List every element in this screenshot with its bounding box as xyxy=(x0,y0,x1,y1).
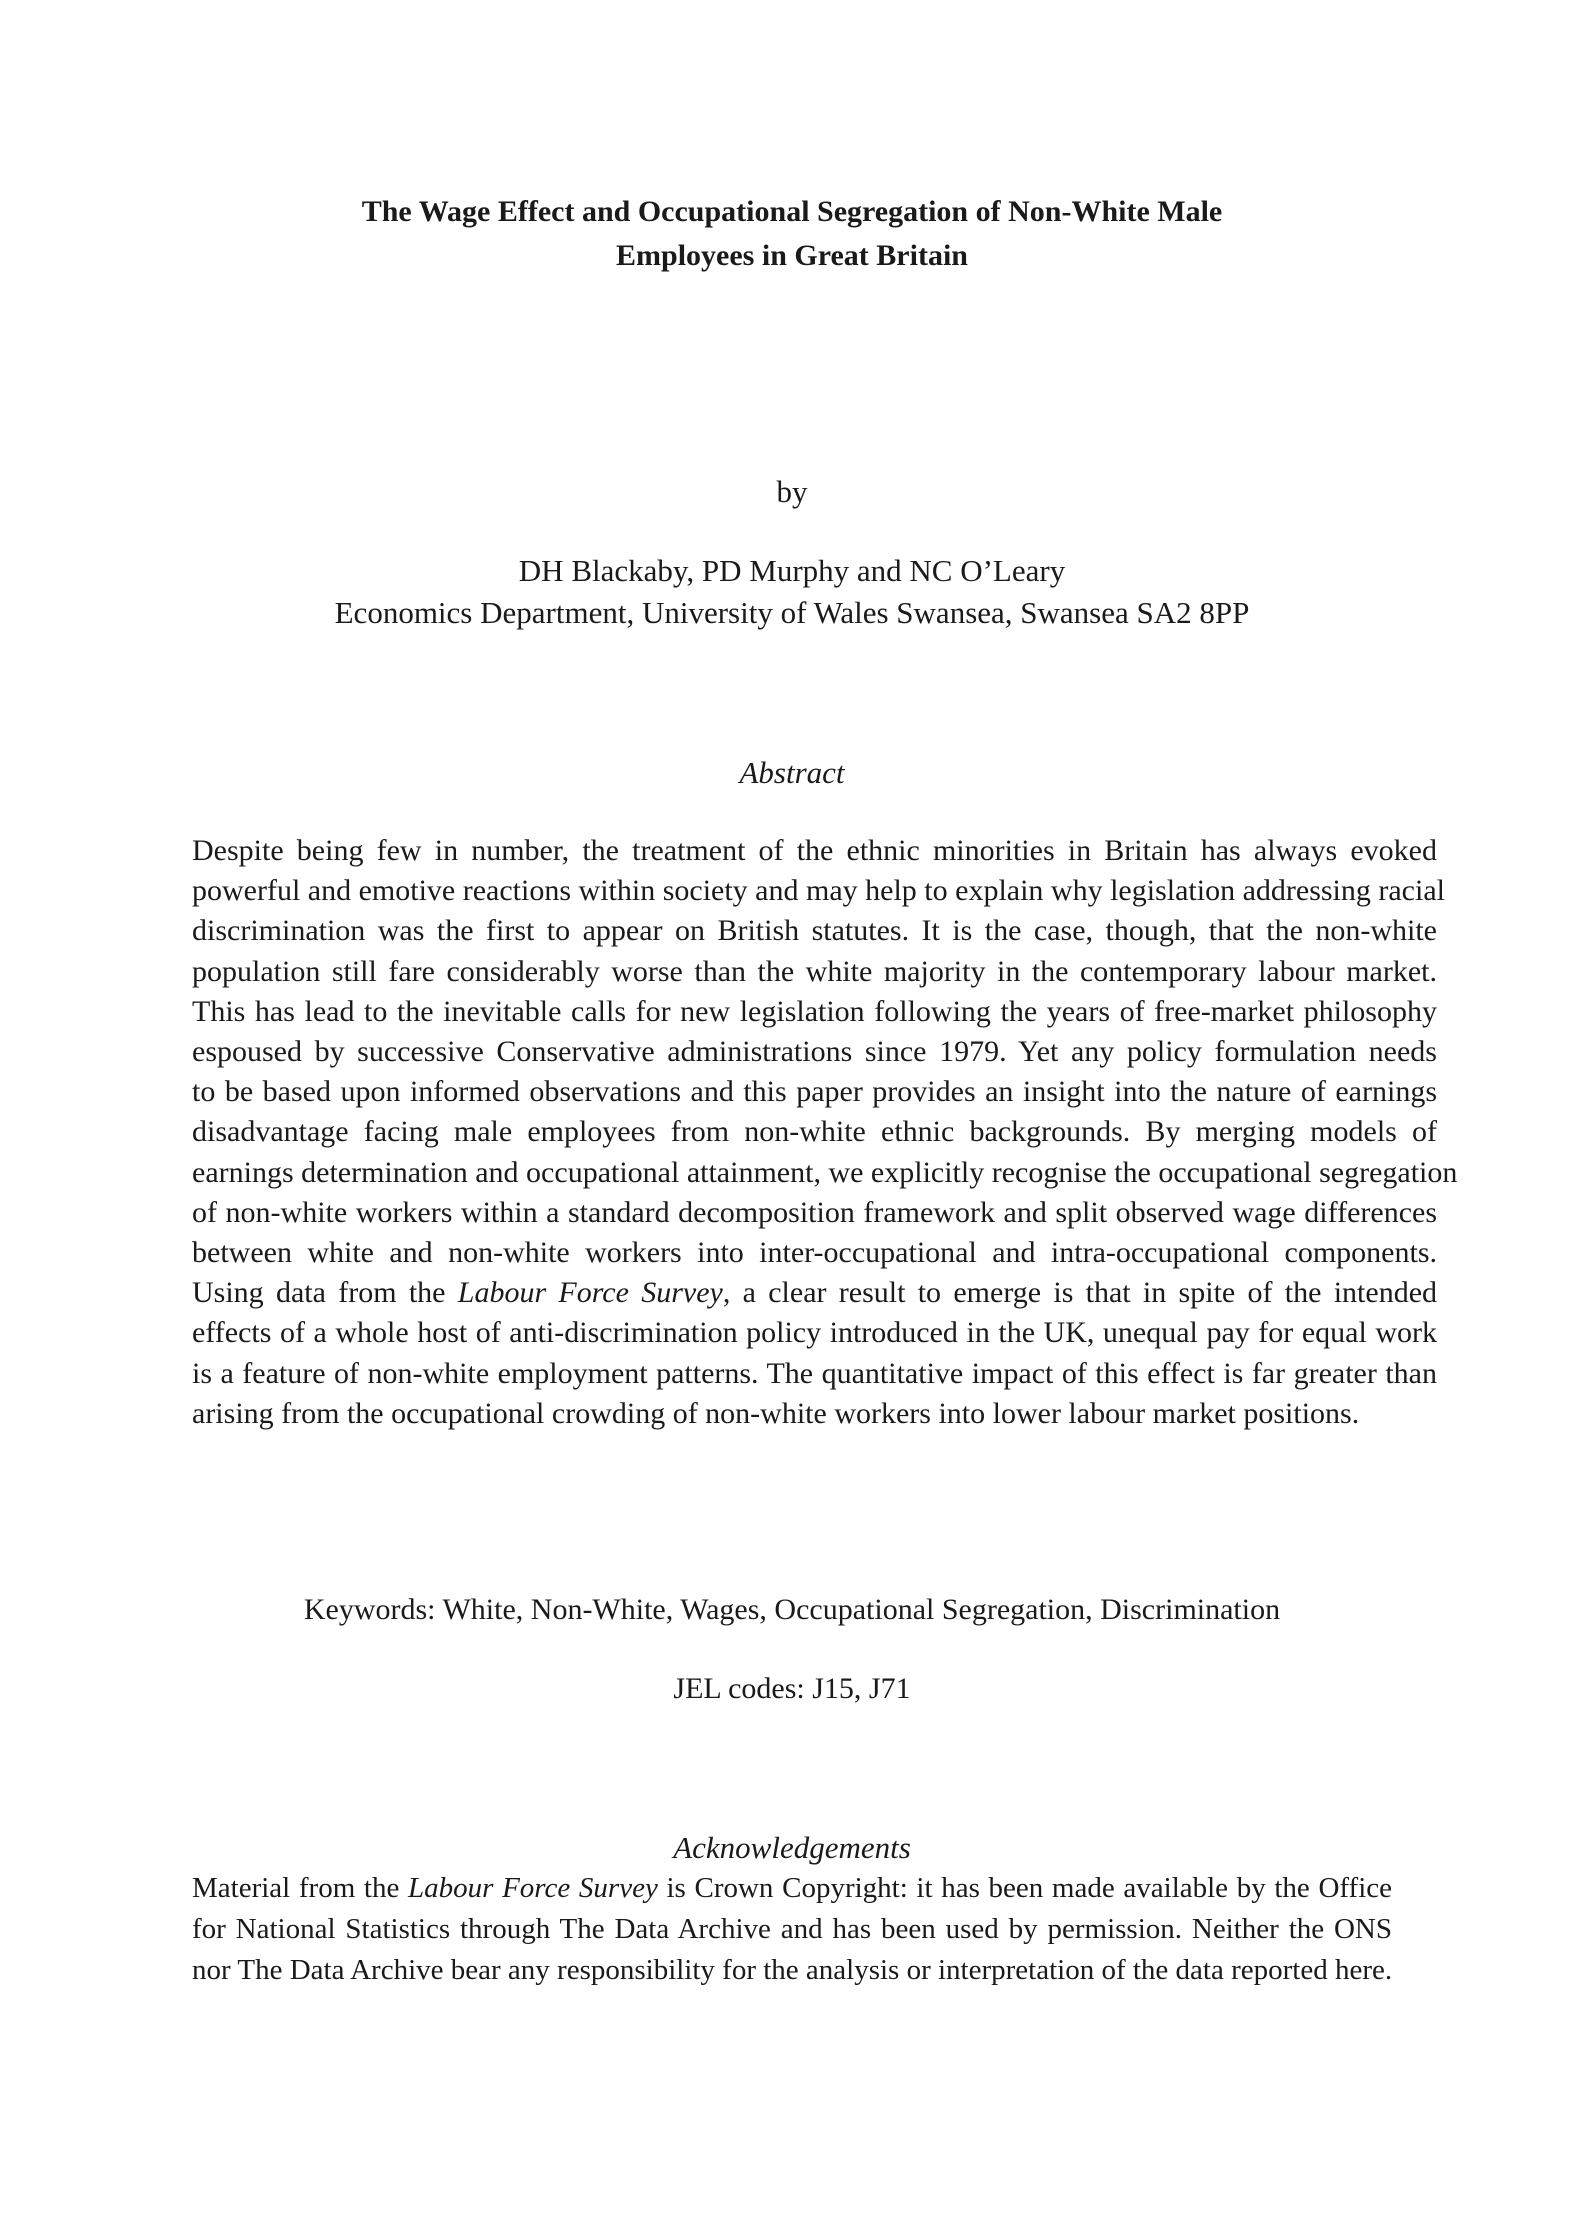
abstract-heading: Abstract xyxy=(739,755,845,790)
author-names: DH Blackaby, PD Murphy and NC O’Leary xyxy=(518,553,1066,588)
abstract-line: arising from the occupational crowding of non-white workers into lower labour market positions. xyxy=(192,1396,1360,1430)
abstract-line xyxy=(192,1273,1437,1313)
by-line: by xyxy=(776,474,808,509)
abstract-text xyxy=(192,831,1458,1434)
abstract-line: This has lead to the inevitable calls for new legislation following the years of free-market philosophy xyxy=(192,994,1437,1028)
abstract-line: is a feature of non-white employment patterns. The quantitative impact of this effect is far greater than xyxy=(192,1356,1437,1390)
ack-text-run: is Crown Copyright: it has been made available by the Office xyxy=(657,1872,1392,1904)
abstract-line: disadvantage facing male employees from non-white ethnic backgrounds. By merging models of xyxy=(192,1115,1437,1149)
abstract-line: to be based upon informed observations and this paper provides an insight into the nature of earnings xyxy=(192,1075,1437,1109)
abstract-line: espoused by successive Conservative administrations since 1979. Yet any policy formulation needs xyxy=(192,1035,1437,1069)
survey-name-italic: Labour Force Survey xyxy=(457,1276,723,1310)
abstract-line: effects of a whole host of anti-discrimination policy introduced in the UK, unequal pay for equal work xyxy=(192,1316,1437,1350)
title-line-2: Employees in Great Britain xyxy=(616,239,968,272)
ack-line: nor The Data Archive bear any responsibility for the analysis or interpretation of the data reported here. xyxy=(192,1954,1393,1986)
abstract-text-run: Using data from the xyxy=(192,1276,458,1310)
survey-name-italic: Labour Force Survey xyxy=(408,1872,658,1904)
keywords: Keywords: White, Non-White, Wages, Occupational Segregation, Discrimination xyxy=(303,1593,1281,1626)
author-affiliation: Economics Department, University of Wales Swansea, Swansea SA2 8PP xyxy=(334,595,1250,630)
abstract-line: Despite being few in number, the treatment of the ethnic minorities in Britain has always evoked xyxy=(192,834,1437,867)
abstract-line: powerful and emotive reactions within society and may help to explain why legislation addressing racial xyxy=(192,874,1445,908)
ack-line: for National Statistics through The Data Archive and has been used by permission. Neither the ONS xyxy=(192,1913,1392,1945)
jel-codes: JEL codes: J15, J71 xyxy=(673,1672,911,1705)
abstract-line: population still fare considerably worse than the white majority in the contemporary labour market. xyxy=(192,954,1437,988)
title-line-1: The Wage Effect and Occupational Segregation of Non-White Male xyxy=(361,195,1223,228)
ack-line xyxy=(192,1868,1392,1909)
abstract-line: of non-white workers within a standard decomposition framework and split observed wage differences xyxy=(192,1195,1437,1229)
paper-title xyxy=(0,190,1584,278)
acknowledgements-text xyxy=(192,1868,1392,1991)
abstract-text-run: , a clear result to emerge is that in spite of the intended xyxy=(722,1276,1438,1310)
ack-text-run: Material from the xyxy=(192,1872,409,1904)
abstract-line: discrimination was the first to appear on British statutes. It is the case, though, that the non-white xyxy=(192,914,1437,948)
author-block xyxy=(0,550,1584,634)
abstract-line: between white and non-white workers into inter-occupational and intra-occupational components. xyxy=(192,1236,1437,1270)
acknowledgements-heading: Acknowledgements xyxy=(673,1830,911,1865)
abstract-line: earnings determination and occupational attainment, we explicitly recognise the occupational segregation xyxy=(192,1155,1458,1189)
